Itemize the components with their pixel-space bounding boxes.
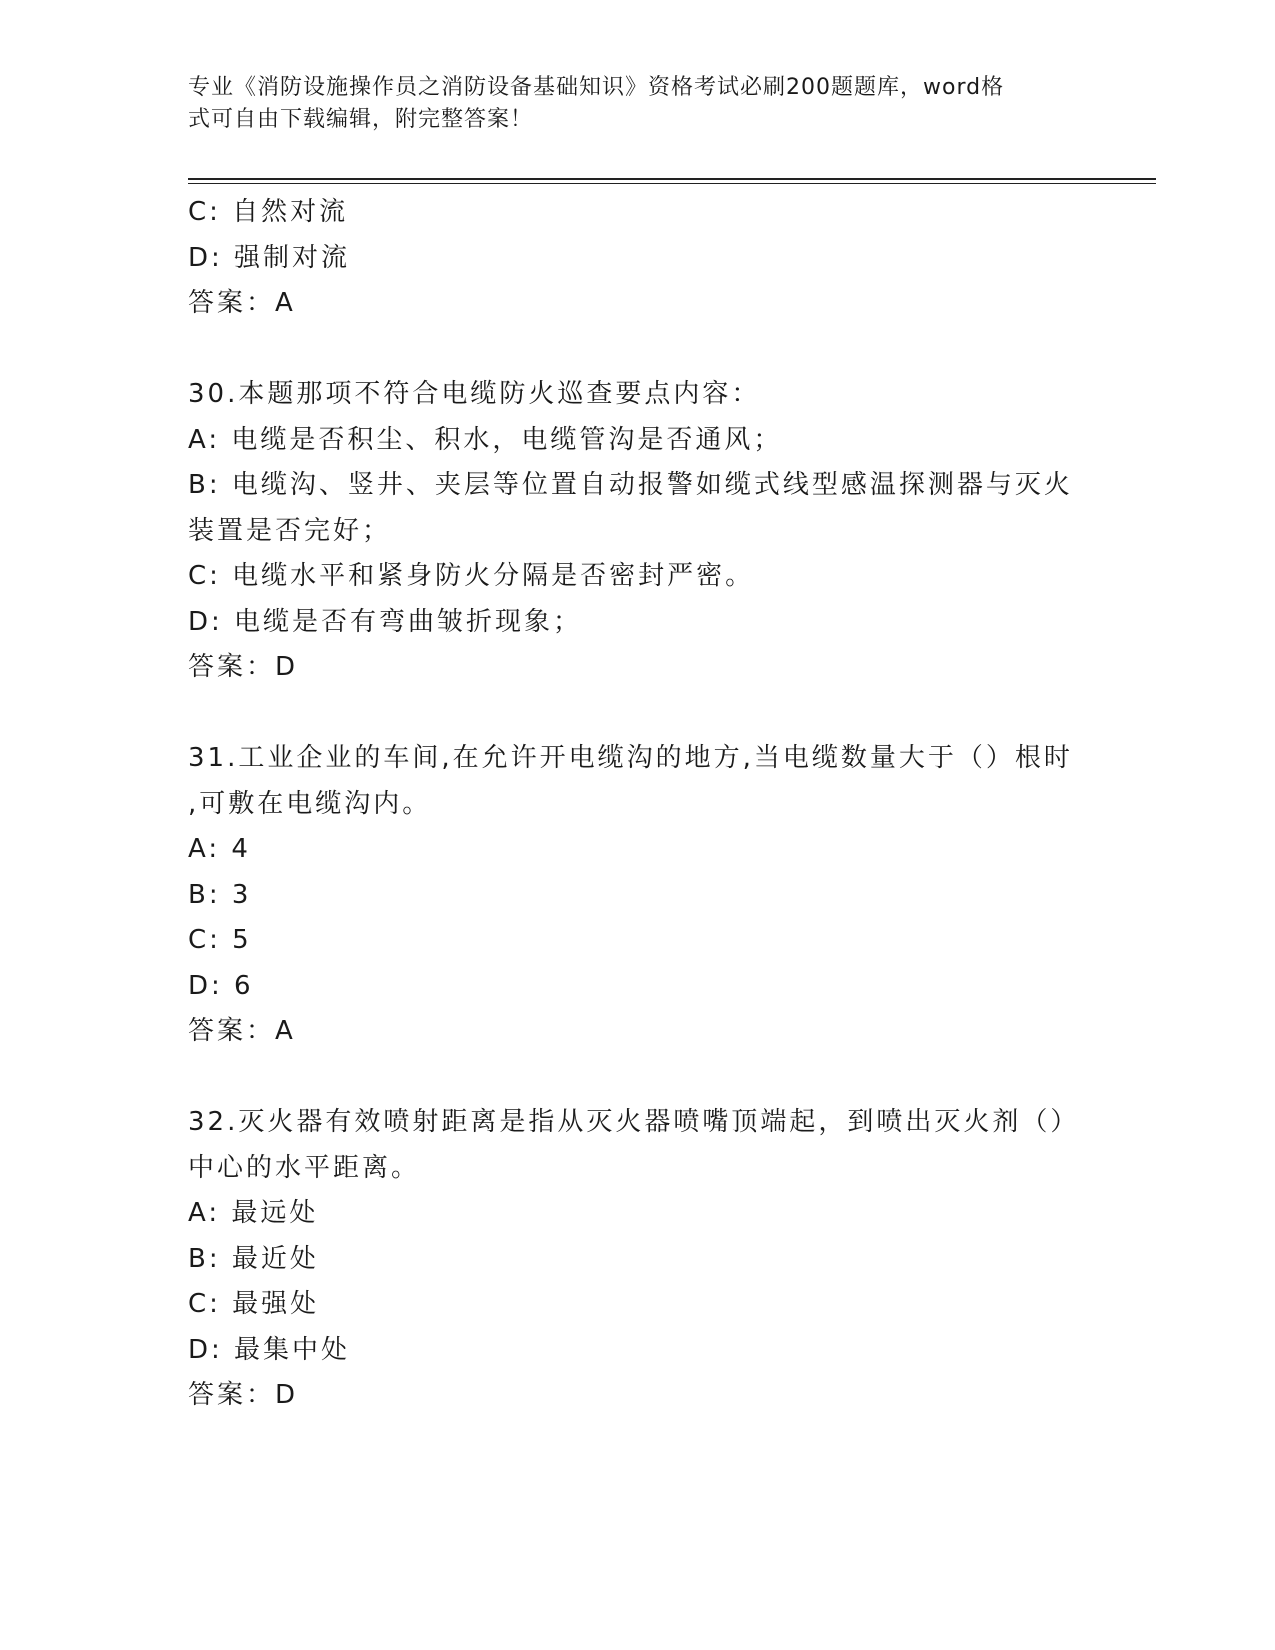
option-line: D: 电缆是否有弯曲皱折现象；	[188, 606, 583, 637]
question-stem: 中心的水平距离。	[188, 1152, 421, 1183]
answer-line: 答案：D	[188, 1380, 299, 1410]
question-stem: 30.本题那项不符合电缆防火巡查要点内容：	[188, 379, 761, 409]
question-stem: 32.灭火器有效喷射距离是指从灭火器喷嘴顶端起，到喷出灭火剂（）	[188, 1107, 1080, 1137]
spacer	[188, 1055, 1088, 1101]
question-block	[188, 1100, 1088, 1419]
option-line: C: 5	[188, 925, 252, 955]
option-line: A: 最远处	[188, 1198, 319, 1228]
answer-line: 答案：A	[188, 288, 296, 318]
option-line: D: 最集中处	[188, 1334, 351, 1365]
option-line: D: 强制对流	[188, 242, 351, 273]
question-list	[188, 190, 1088, 1419]
question-block	[188, 736, 1088, 1055]
option-line: C: 自然对流	[188, 197, 349, 227]
header-divider	[188, 178, 1156, 180]
option-line: 装置是否完好；	[188, 515, 392, 546]
option-line: C: 最强处	[188, 1289, 320, 1319]
header-divider	[188, 183, 1156, 184]
answer-line: 答案：A	[188, 1016, 296, 1046]
option-line: D: 6	[188, 970, 254, 1001]
answer-line: 答案：D	[188, 652, 299, 682]
question-stem: ,可敷在电缆沟内。	[188, 788, 432, 819]
question-stem: 31.工业企业的车间,在允许开电缆沟的地方,当电缆数量大于（）根时	[188, 743, 1073, 773]
question-block	[188, 372, 1088, 691]
option-line: B: 3	[188, 879, 252, 910]
option-line: C: 电缆水平和紧身防火分隔是否密封严密。	[188, 561, 755, 591]
spacer	[188, 691, 1088, 737]
header-line: 式可自由下载编辑，附完整答案！	[188, 107, 534, 132]
option-line: A: 4	[188, 834, 251, 864]
spacer	[188, 327, 1088, 373]
document-header	[188, 72, 1068, 136]
header-line: 专业《消防设施操作员之消防设备基础知识》资格考试必刷200题题库，word格	[188, 75, 1005, 100]
question-block	[188, 190, 1088, 327]
option-line: A: 电缆是否积尘、积水，电缆管沟是否通风；	[188, 424, 783, 455]
option-line: B: 电缆沟、竖井、夹层等位置自动报警如缆式线型感温探测器与灭火	[188, 470, 1073, 500]
option-line: B: 最近处	[188, 1243, 319, 1274]
